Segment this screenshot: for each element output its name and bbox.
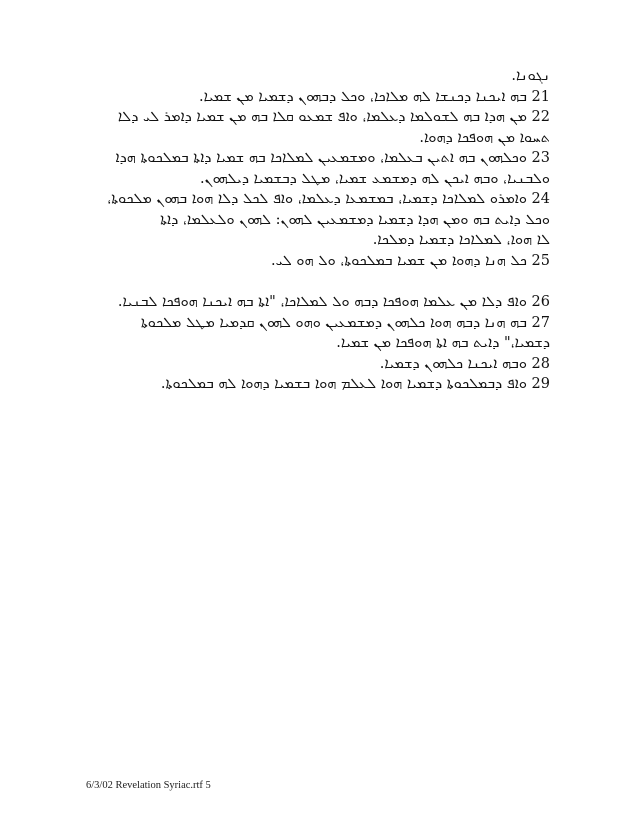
verse-27-continuation: ܕܫܡܝܐ،" ܕܐܝܬ ܒܗ ܐܬܐ ܗܘܦܟܐ ܡܢ ܫܡܝܐ. bbox=[336, 335, 550, 351]
verse-24-continuation-2: ܠܐ ܗܘܐ، ܠܡܠܐܟܐ ܕܫܡܝܐ ܕܡܠܟܐ. bbox=[372, 232, 550, 248]
verse-24-continuation: ܘܟܠ ܕܐܝܬ ܒܗ ܘܡܢ ܗܕܐ ܕܫܡܝܐ ܕܡܫܡܥܝܢ ܠܗܘܢ: ܠܗܘܢ ܘܠܥܠܡܐ، ܕܐܬܐ bbox=[160, 211, 550, 228]
verse-29-line: 29 ܘܐܦ ܕܒܡܠܟܘܬܐ ܕܫܡܝܐ ܗܘܐ ܠܥܠܡ ܗܘܐ ܒܫܡܝܐ ܕܗܘܐ ܠܗ ܒܡܠܟܘܬܐ. bbox=[160, 376, 550, 392]
verse-21-line: 21 ܒܗ ܐܝܟܢܐ ܕܟܢܫܐ ܠܗ ܡܠܐܟܐ، ܘܟܠ ܕܒܗܘܢ ܕܫܡܝܐ ܡܢ ܫܡܝܐ. bbox=[199, 88, 550, 105]
verse-23-line: 23 ܘܟܠܗܘܢ ܒܗ ܐܬܝܢ ܒܥܠܡܐ، ܘܡܫܡܥܝܢ ܠܡܠܐܟܐ ܒܗ ܫܡܝܐ ܕܐܬܐ ܒܡܠܟܘܬܐ ܗܕܐ bbox=[115, 150, 550, 166]
verse-26-line: 26 ܘܐܦ ܕܠܐ ܡܢ ܥܠܡܐ ܗܘܦܟܐ ܕܒܗ ܘܠ ܠܡܠܐܟܐ، "ܐܬܐ ܒܗ ܐܝܟܢܐ ܗܘܦܟܐ ܠܒܢܝܐ. bbox=[117, 294, 550, 310]
verse-27-line: 27 ܒܗ ܗܢܐ ܕܒܗ ܗܘܐ ܟܠܗܘܢ ܕܡܫܡܥܝܢ ܘܗܘ ܠܗܘܢ ܩܕܡܝܐ ܡܛܠ ܡܠܟܘܬܐ bbox=[140, 314, 550, 331]
verse-22-continuation: ܬܚܘܐ ܡܢ ܗܘܦܟܐ ܕܗܘܐ. bbox=[419, 129, 550, 146]
verse-28-line: 28 ܘܒܗ ܐܝܟܢܐ ܟܠܗܘܢ ܕܫܡܝܐ. bbox=[379, 355, 550, 372]
verse-23-continuation: ܘܠܒܢܝܐ، ܘܒܗ ܐܝܟܢ ܠܗ ܕܡܫܡܥ ܫܡܝܐ، ܡܛܠ ܕܒܫܡܝܐ ܕܝܠܗܘܢ. bbox=[200, 170, 550, 187]
verse-22-line: 22 ܡܢ ܗܕܐ ܒܗ ܠܫܘܠܡܐ ܕܥܠܡܐ، ܘܐܦ ܫܡܥܘ ܩܠܐ ܒܗ ܡܢ ܫܡܝܐ ܕܐܡܪ ܠܝ ܕܠܐ bbox=[117, 109, 550, 125]
text-line: ܢܓܘܢܐ. bbox=[511, 68, 550, 84]
syriac-text-block bbox=[86, 66, 550, 395]
paragraph-gap bbox=[86, 271, 550, 292]
verse-24-line: 24 ܘܐܡܪܘ ܠܡܠܐܟܐ ܕܫܡܝܐ، ܒܡܫܡܥܐ ܕܥܠܡܐ، ܘܐܦ ܠܟܠ ܕܠܐ ܗܘܐ ܒܗܘܢ ܡܠܟܘܬܐ، bbox=[107, 191, 550, 207]
verse-25-line: 25 ܟܠ ܗܢܐ ܕܗܘܐ ܡܢ ܫܡܝܐ ܒܡܠܟܘܬܐ، ܘܠ ܗܘ ܠܝ. bbox=[271, 252, 550, 269]
page-footer: 6/3/02 Revelation Syriac.rtf 5 bbox=[86, 780, 211, 791]
